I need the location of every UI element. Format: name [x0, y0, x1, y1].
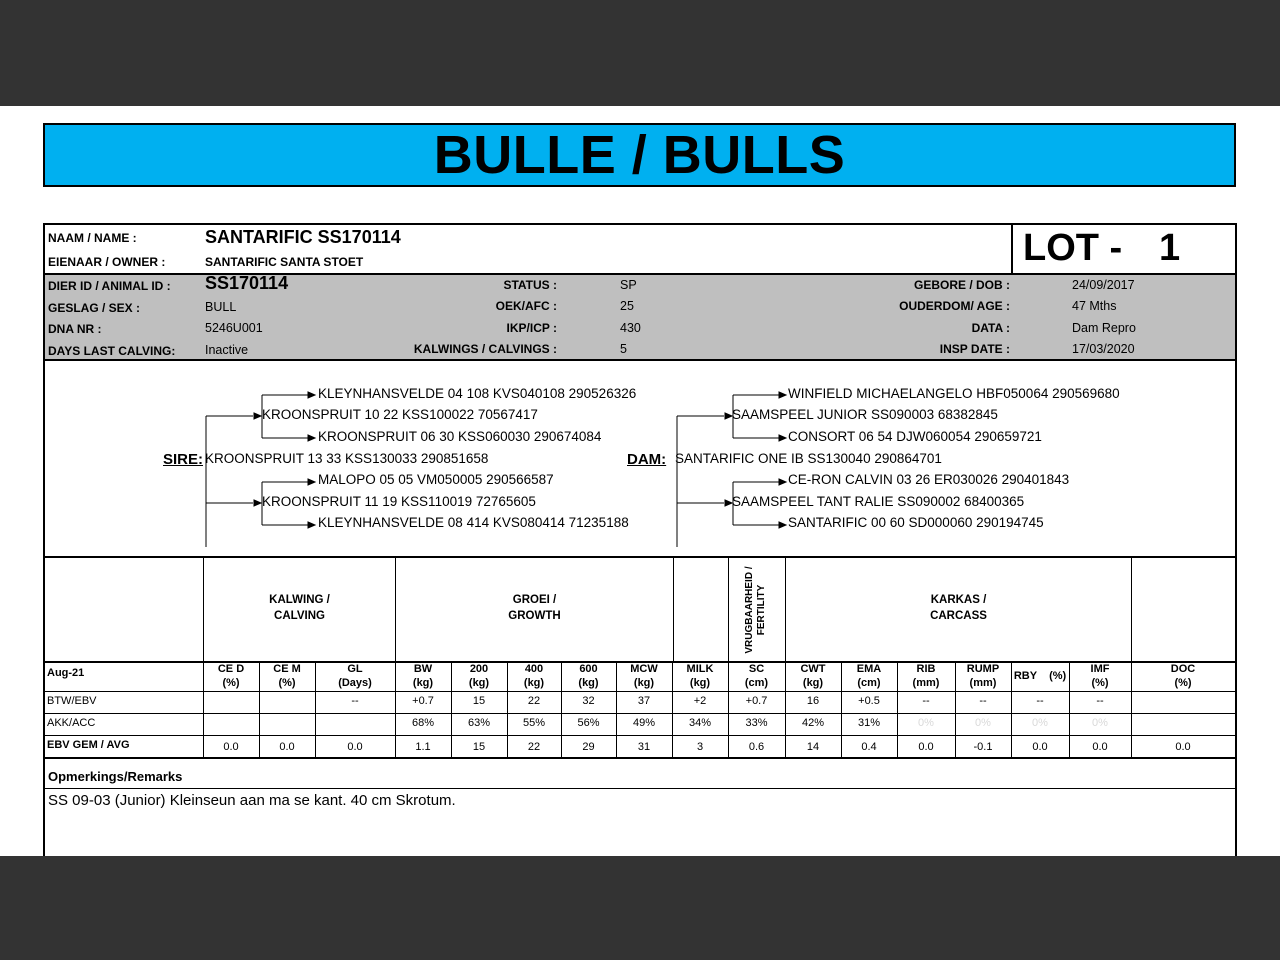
col-name: GL [347, 663, 363, 675]
divider [45, 556, 1235, 558]
col-unit: (kg) [689, 677, 711, 689]
ebv-group-divider [785, 556, 786, 661]
sex-label: GESLAG / SEX : [48, 301, 141, 315]
col-unit: (mm) [912, 677, 940, 689]
sire-dam-sire: MALOPO 05 05 VM050005 290566587 [318, 472, 554, 487]
col-name: CE M [273, 663, 301, 675]
lot-box [1011, 225, 1237, 273]
animal-id-label: DIER ID / ANIMAL ID : [48, 279, 171, 293]
fertility-group-header [744, 566, 768, 653]
ebv-row-label: BTW/EBV [47, 695, 97, 707]
sex-value: BULL [205, 300, 237, 314]
col-unit: (%) [222, 677, 240, 689]
ebv-cell: +0.7 [412, 695, 434, 707]
ebv-col-header-milk [672, 662, 728, 690]
ebv-group-divider [1131, 556, 1132, 661]
ebv-cell: 0.4 [861, 741, 877, 753]
col-name: IMF [1090, 663, 1110, 675]
ebv-row-line [45, 735, 1235, 736]
banner-title: BULLE / BULLS [43, 123, 1236, 187]
dam-dam-sire: CE-RON CALVIN 03 26 ER030026 290401843 [788, 472, 1070, 487]
dob-label: GEBORE / DOB : [913, 278, 1010, 292]
col-name: 200 [469, 663, 489, 675]
ebv-cell: 34% [688, 717, 712, 729]
ebv-group-divider [728, 556, 729, 661]
ebv-group-divider [673, 556, 674, 661]
calvings-value: 5 [620, 342, 627, 356]
ebv-cell: -0.1 [973, 741, 993, 753]
ebv-cell: 16 [806, 695, 820, 707]
col-unit: (kg) [468, 677, 490, 689]
owner-label: EIENAAR / OWNER : [48, 255, 166, 269]
ebv-cell: 15 [472, 695, 486, 707]
col-name: 400 [524, 663, 544, 675]
ebv-cell: 1.1 [415, 741, 431, 753]
afc-label: OEK/AFC : [495, 299, 557, 313]
dna-value: 5246U001 [205, 321, 263, 335]
fertility-group-line: VRUGBAARHEID / [744, 566, 755, 654]
ebv-cell: 0% [975, 717, 991, 729]
ebv-cell: 29 [582, 741, 595, 753]
sire-sire: KROONSPRUIT 10 22 KSS100022 70567417 [262, 407, 538, 422]
col-unit: (%) [278, 677, 296, 689]
ebv-group-divider [203, 556, 204, 661]
col-name: CWT [800, 663, 826, 675]
growth-group-header [396, 592, 673, 624]
ebv-row-line [45, 691, 1235, 692]
ebv-date: Aug-21 [47, 667, 85, 679]
data-label: DATA : [971, 321, 1010, 335]
animal-id-value: SS170114 [205, 273, 289, 293]
dam-sire-sire: WINFIELD MICHAELANGELO HBF050064 290569680 [788, 386, 1120, 401]
col-unit: (kg) [523, 677, 545, 689]
remarks-text: SS 09-03 (Junior) Kleinseun aan ma se kant. 40 cm Skrotum. [48, 792, 456, 809]
ebv-col-header-400 [507, 662, 561, 690]
insp-value: 17/03/2020 [1072, 342, 1135, 356]
status-label: STATUS : [503, 278, 557, 292]
ebv-cell: 0.0 [1175, 741, 1191, 753]
col-name: SC [748, 663, 765, 675]
insp-label: INSP DATE : [939, 342, 1010, 356]
ebv-cell: 42% [801, 717, 825, 729]
col-unit: (kg) [802, 677, 824, 689]
sire-name: KROONSPRUIT 13 33 KSS130033 290851658 [205, 451, 489, 466]
ebv-row-line [45, 713, 1235, 714]
ebv-col-header-ce-d [203, 662, 259, 690]
data-value: Dam Repro [1072, 321, 1136, 335]
ebv-col-header-ce-m [259, 662, 315, 690]
ebv-col-header-rump [955, 662, 1011, 690]
dam-sire-dam: CONSORT 06 54 DJW060054 290659721 [788, 429, 1042, 444]
ebv-cell: 63% [467, 717, 491, 729]
dam-sire: SAAMSPEEL JUNIOR SS090003 68382845 [732, 407, 998, 422]
ebv-cell: 22 [527, 695, 541, 707]
ebv-col-header-600 [561, 662, 616, 690]
ebv-cell: -- [351, 695, 359, 707]
carcass-group-line: CARCASS [930, 610, 987, 622]
dam-label: DAM: [627, 451, 667, 468]
age-value: 47 Mths [1072, 299, 1117, 313]
col-name: DOC [1170, 663, 1196, 675]
ebv-col-header-200 [451, 662, 507, 690]
age-label: OUDERDOM/ AGE : [899, 299, 1010, 313]
col-unit: (%) [1091, 677, 1109, 689]
icp-label: IKP/ICP : [506, 321, 557, 335]
ebv-cell: -- [1096, 695, 1104, 707]
afc-value: 25 [620, 299, 634, 313]
carcass-group-line: KARKAS / [930, 594, 987, 606]
calving-group-line: KALWING / [269, 594, 330, 606]
ebv-cell: 31% [857, 717, 881, 729]
ebv-cell: +0.7 [745, 695, 768, 707]
ebv-cell: +0.5 [858, 695, 880, 707]
ebv-cell: 56% [577, 717, 600, 729]
col-name: 600 [579, 663, 598, 675]
sire-dam-dam: KLEYNHANSVELDE 08 414 KVS080414 71235188 [318, 515, 629, 530]
ebv-col-header-rib [897, 662, 955, 690]
ebv-col-header-ema [841, 662, 897, 690]
calvings-label: KALWINGS / CALVINGS : [413, 342, 557, 356]
sire-dam: KROONSPRUIT 11 19 KSS110019 72765605 [262, 494, 536, 509]
ebv-cell: 3 [696, 741, 704, 753]
ebv-col-header-bw [395, 662, 451, 690]
ebv-cell: 31 [637, 741, 651, 753]
fertility-group-line: FERTILITY [756, 584, 767, 636]
col-name: EMA [856, 663, 882, 675]
ebv-row-label: AKK/ACC [47, 717, 96, 729]
ebv-cell: 0.6 [748, 741, 765, 753]
ebv-cell: 33% [745, 717, 768, 729]
icp-value: 430 [620, 321, 641, 335]
calving-group-header [204, 592, 395, 624]
col-unit: (cm) [857, 677, 881, 689]
dob-value: 24/09/2017 [1072, 278, 1135, 292]
ebv-cell: 14 [806, 741, 820, 753]
ebv-cell: 49% [632, 717, 656, 729]
col-unit: (kg) [412, 677, 434, 689]
days-value: Inactive [205, 343, 249, 357]
ebv-cell: 0.0 [918, 741, 934, 753]
sheet [0, 106, 1280, 856]
ebv-cell: 0% [1092, 717, 1108, 729]
ebv-col-header-mcw [616, 662, 672, 690]
lot-label: LOT - [1023, 227, 1123, 269]
ebv-cell: 0.0 [279, 741, 295, 753]
ebv-col-header-gl [315, 662, 395, 690]
ebv-cell: 15 [472, 741, 486, 753]
col-unit: (%) [1174, 677, 1192, 689]
ebv-cell: 0.0 [223, 741, 239, 753]
col-unit: (kg) [578, 677, 599, 689]
name-label: NAAM / NAME : [48, 231, 137, 245]
days-label: DAYS LAST CALVING: [48, 344, 176, 358]
ebv-row-label: EBV GEM / AVG [47, 739, 130, 751]
carcass-group-header [786, 592, 1131, 624]
dam-dam: SAAMSPEEL TANT RALIE SS090002 68400365 [732, 494, 1025, 509]
remarks-label: Opmerkings/Remarks [48, 769, 183, 784]
dam-dam-dam: SANTARIFIC 00 60 SD000060 290194745 [788, 515, 1044, 530]
ebv-col-header-cwt [785, 662, 841, 690]
ebv-cell: -- [922, 695, 930, 707]
ebv-cell: 0.0 [347, 741, 363, 753]
sire-sire-sire: KLEYNHANSVELDE 04 108 KVS040108 290526326 [318, 386, 637, 401]
ebv-group-divider [395, 556, 396, 661]
ebv-col-header-doc [1131, 662, 1235, 690]
remarks-divider [45, 788, 1235, 789]
col-unit: (kg) [633, 677, 655, 689]
ebv-cell: 22 [527, 741, 541, 753]
animal-card [43, 223, 1237, 856]
owner-value: SANTARIFIC SANTA STOET [205, 255, 364, 269]
growth-group-line: GROEI / [512, 594, 557, 606]
col-name: RIB [916, 663, 936, 675]
col-unit: (cm) [744, 677, 769, 689]
ebv-col-header-imf [1069, 662, 1131, 690]
lot-number: 1 [1159, 227, 1181, 269]
calving-group-line: CALVING [274, 610, 325, 622]
ebv-col-header-rby: RBY (%) [1013, 670, 1067, 682]
sire-label: SIRE: [163, 451, 204, 468]
col-unit: (Days) [338, 677, 372, 689]
ebv-cell: 55% [522, 717, 546, 729]
dam-name: SANTARIFIC ONE IB SS130040 290864701 [675, 451, 942, 466]
col-name: MCW [630, 663, 658, 675]
growth-group-line: GROWTH [508, 610, 561, 622]
ebv-cell: 0.0 [1032, 741, 1048, 753]
col-name: MILK [686, 663, 714, 675]
ebv-cell: -- [1036, 695, 1044, 707]
dna-label: DNA NR : [48, 322, 102, 336]
col-unit: (mm) [969, 677, 997, 689]
col-name: RUMP [966, 663, 1000, 675]
ebv-cell: -- [979, 695, 987, 707]
col-name: BW [413, 663, 433, 675]
ebv-cell: 37 [637, 695, 651, 707]
ebv-cell: 0% [918, 717, 934, 729]
ebv-cell: 68% [411, 717, 435, 729]
ebv-bottom-line [45, 757, 1235, 759]
ebv-cell: 0% [1032, 717, 1048, 729]
animal-name: SANTARIFIC SS170114 [205, 227, 401, 247]
sire-sire-dam: KROONSPRUIT 06 30 KSS060030 290674084 [318, 429, 602, 444]
col-name: CE D [217, 663, 245, 675]
ebv-col-header-sc [728, 662, 785, 690]
ebv-cell: 0.0 [1092, 741, 1108, 753]
status-value: SP [620, 278, 637, 292]
ebv-cell: 32 [582, 695, 595, 707]
ebv-cell: +2 [693, 695, 707, 707]
